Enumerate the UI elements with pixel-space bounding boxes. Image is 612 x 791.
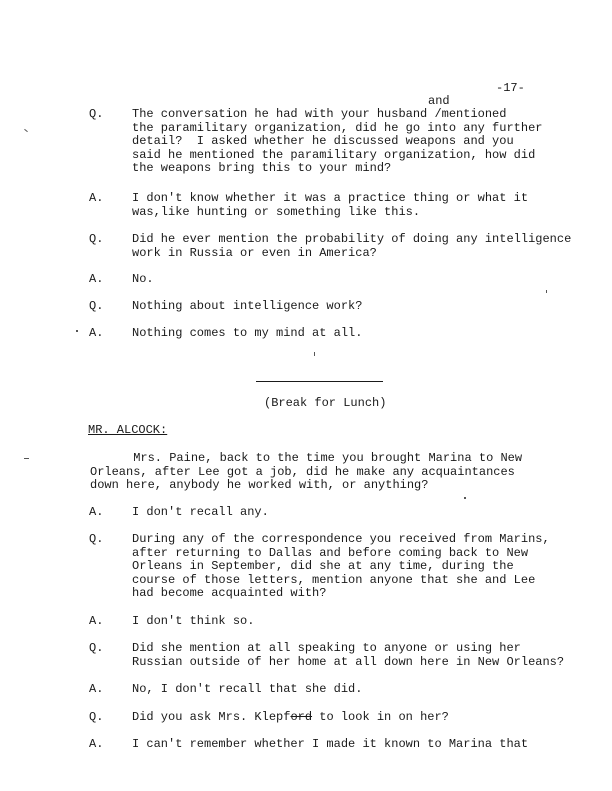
qa-text: Did he ever mention the probability of doing any intelligence work in Russia or even in America? — [132, 232, 572, 260]
klepf-after: to look in on her? — [312, 710, 449, 724]
handwritten-insert-and: and — [428, 94, 450, 108]
page-number: -17- — [496, 81, 525, 95]
qa-label: Q. — [89, 232, 104, 246]
qa-label: A. — [89, 326, 104, 340]
qa-text: Nothing about intelligence work? — [132, 299, 363, 313]
speaker-heading: MR. ALCOCK: — [88, 423, 168, 437]
scan-speck — [24, 129, 28, 132]
qa-text: Did she mention at all speaking to anyone or using her Russian outside of her home at all down here in New Orleans? — [132, 641, 565, 669]
scan-speck — [76, 330, 78, 332]
qa-text: No. — [132, 272, 154, 286]
qa-label: A. — [89, 614, 104, 628]
qa-label: Q. — [89, 710, 104, 724]
qa-label: A. — [89, 682, 104, 696]
scan-speck — [464, 497, 466, 499]
scan-speck — [24, 458, 29, 459]
question-paragraph: Mrs. Paine, back to the time you brought Marina to New Orleans, after Lee got a job, did he make any acquaintances down here, anybody he worked with, or anything? — [90, 451, 523, 492]
qa-label: A. — [89, 737, 104, 751]
qa-label: Q. — [89, 107, 104, 121]
klepf-before: Did you ask Mrs. Klepf — [132, 710, 291, 724]
qa-text: I can't remember whether I made it known to Marina that — [132, 737, 529, 751]
qa-text: During any of the correspondence you received from Marins, after returning to Dallas and before coming back to New Orleans in September, did she at any time, during the course of those letters, mention anyone that she and Lee had become acquainted with? — [132, 532, 550, 600]
qa-text: I don't know whether it was a practice thing or what it was,like hunting or something like this. — [132, 191, 529, 219]
qa-label: A. — [89, 191, 104, 205]
break-note: (Break for Lunch) — [264, 396, 387, 410]
qa-text: I don't recall any. — [132, 505, 269, 519]
klepf-question — [132, 711, 449, 725]
struck-text: ord — [290, 710, 313, 724]
qa-label: Q. — [89, 299, 104, 313]
separator-line — [256, 381, 383, 382]
qa-text: The conversation he had with your husband /mentioned the paramilitary organization, did he go into any further detail? I asked whether he discussed weapons and you said he mentioned the paramilitary organization, how did the weapons bring this to your mind? — [132, 107, 543, 175]
qa-text: Nothing comes to my mind at all. — [132, 326, 363, 340]
qa-text: No, I don't recall that she did. — [132, 682, 363, 696]
qa-text: I don't think so. — [132, 614, 255, 628]
scan-speck — [546, 290, 547, 293]
qa-label: A. — [89, 505, 104, 519]
scan-speck — [314, 352, 315, 356]
qa-label: A. — [89, 272, 104, 286]
qa-label: Q. — [89, 532, 104, 546]
qa-label: Q. — [89, 641, 104, 655]
